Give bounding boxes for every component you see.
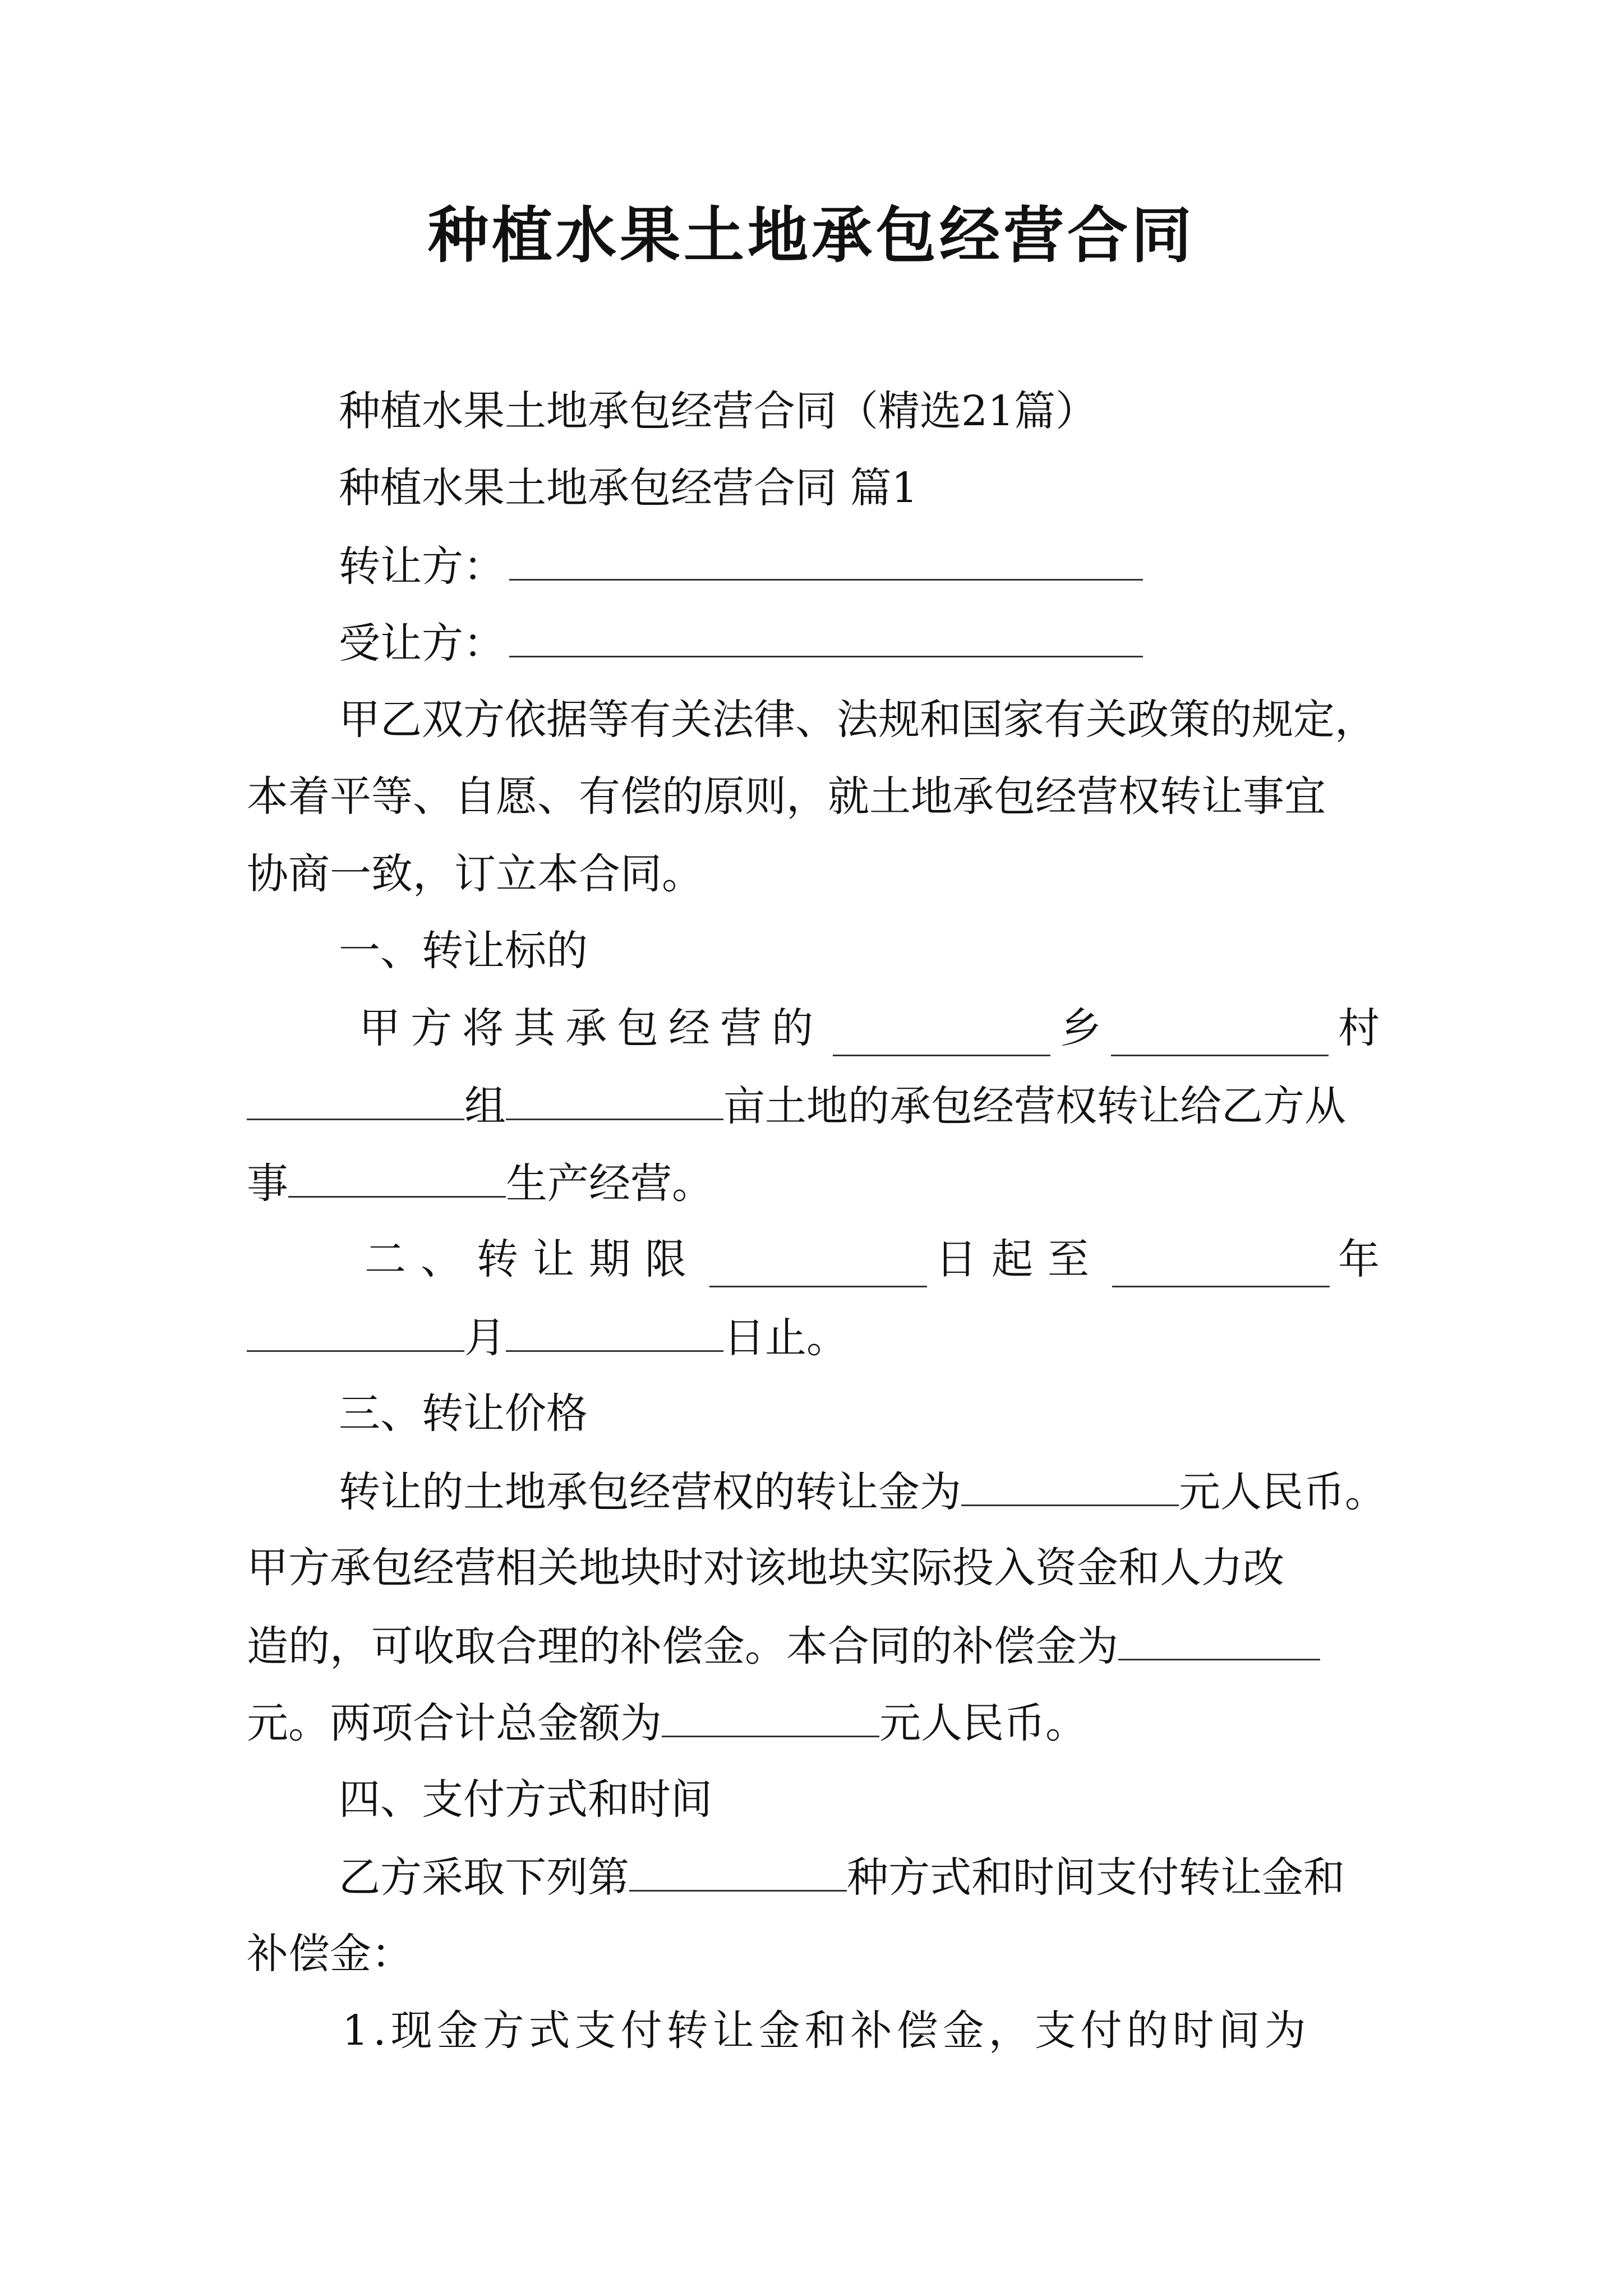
payment-option-blank (629, 1848, 847, 1892)
year-label: 年 (1338, 1235, 1380, 1283)
section-4-heading: 四、支付方式和时间 (339, 1775, 712, 1824)
section-1-line-3 (247, 1154, 1380, 1212)
township-blank (833, 1013, 1050, 1056)
acreage-blank (506, 1077, 723, 1120)
payment-method-text: 种方式和时间支付转让金和 (847, 1853, 1345, 1902)
transferor-blank (509, 537, 1143, 581)
subtitle: 种植水果土地承包经营合同（精选21篇） (339, 387, 1098, 435)
section-1-line-2 (247, 1077, 1380, 1134)
section-1-heading: 一、转让标的 (339, 927, 588, 975)
section-1-text: 甲方将其承包经营的 (359, 1004, 823, 1052)
acreage-text: 亩土地的承包经营权转让给乙方从 (723, 1082, 1346, 1130)
section-4-line-1 (247, 1848, 1472, 1906)
village-blank (1111, 1013, 1329, 1056)
intro-line-2: 本着平等、自愿、有偿的原则，就土地承包经营权转让事宜 (247, 772, 1326, 821)
end-year-blank (1112, 1244, 1330, 1287)
total-unit: 元人民币。 (879, 1699, 1087, 1747)
document-title: 种植水果土地承包经营合同 (427, 200, 1195, 271)
transfer-fee-unit: 元人民币。 (1179, 1468, 1386, 1516)
day-end-label: 日止。 (723, 1314, 848, 1362)
transfer-fee-blank (961, 1463, 1179, 1506)
engage-label: 事 (247, 1159, 288, 1208)
township-label: 乡 (1060, 1004, 1101, 1052)
section-1-line-1 (247, 1000, 1380, 1056)
section-3-line-1 (247, 1463, 1472, 1520)
section-4-line-2: 补偿金： (247, 1930, 413, 1978)
end-day-blank (506, 1309, 723, 1352)
section-3-line-4 (247, 1694, 1380, 1751)
payment-item-1: 1.现金方式支付转让金和补偿金，支付的时间为 (342, 2007, 1311, 2055)
start-to-label: 日起至 (935, 1235, 1104, 1283)
transferor-label: 转让方： (339, 542, 505, 591)
section-3-heading: 三、转让价格 (339, 1389, 588, 1438)
group-label: 组 (464, 1082, 506, 1130)
section-2-line-1 (247, 1231, 1380, 1287)
intro-line-1: 甲乙双方依据等有关法律、法规和国家有关政策的规定， (339, 696, 1376, 744)
section-3-line-2: 甲方承包经营相关地块时对该地块实际投入资金和人力改 (247, 1544, 1284, 1592)
section-3-line-3 (247, 1617, 1380, 1674)
compensation-text: 造的，可收取合理的补偿金。本合同的补偿金为 (247, 1622, 1118, 1671)
transfer-fee-text: 转让的土地承包经营权的转让金为 (339, 1468, 961, 1516)
total-blank (662, 1694, 879, 1737)
intro-line-3: 协商一致，订立本合同。 (247, 850, 703, 898)
group-blank (247, 1077, 464, 1120)
total-text: 元。两项合计总金额为 (247, 1699, 662, 1747)
production-type-blank (288, 1154, 506, 1198)
month-label: 月 (464, 1314, 506, 1362)
end-month-blank (247, 1309, 464, 1352)
transferee-label: 受让方： (339, 619, 505, 668)
start-date-blank (709, 1244, 927, 1287)
section-2-heading: 二、转让期限 (365, 1235, 701, 1283)
production-text: 生产经营。 (506, 1159, 713, 1208)
part-heading: 种植水果土地承包经营合同 篇1 (339, 464, 918, 512)
compensation-blank (1118, 1617, 1320, 1660)
payment-option-text: 乙方采取下列第 (339, 1853, 629, 1902)
section-2-line-2 (247, 1309, 1380, 1366)
transferee-blank (509, 614, 1143, 657)
transferee-line (247, 614, 1472, 671)
village-label: 村 (1338, 1004, 1380, 1052)
transferor-line (247, 537, 1472, 595)
